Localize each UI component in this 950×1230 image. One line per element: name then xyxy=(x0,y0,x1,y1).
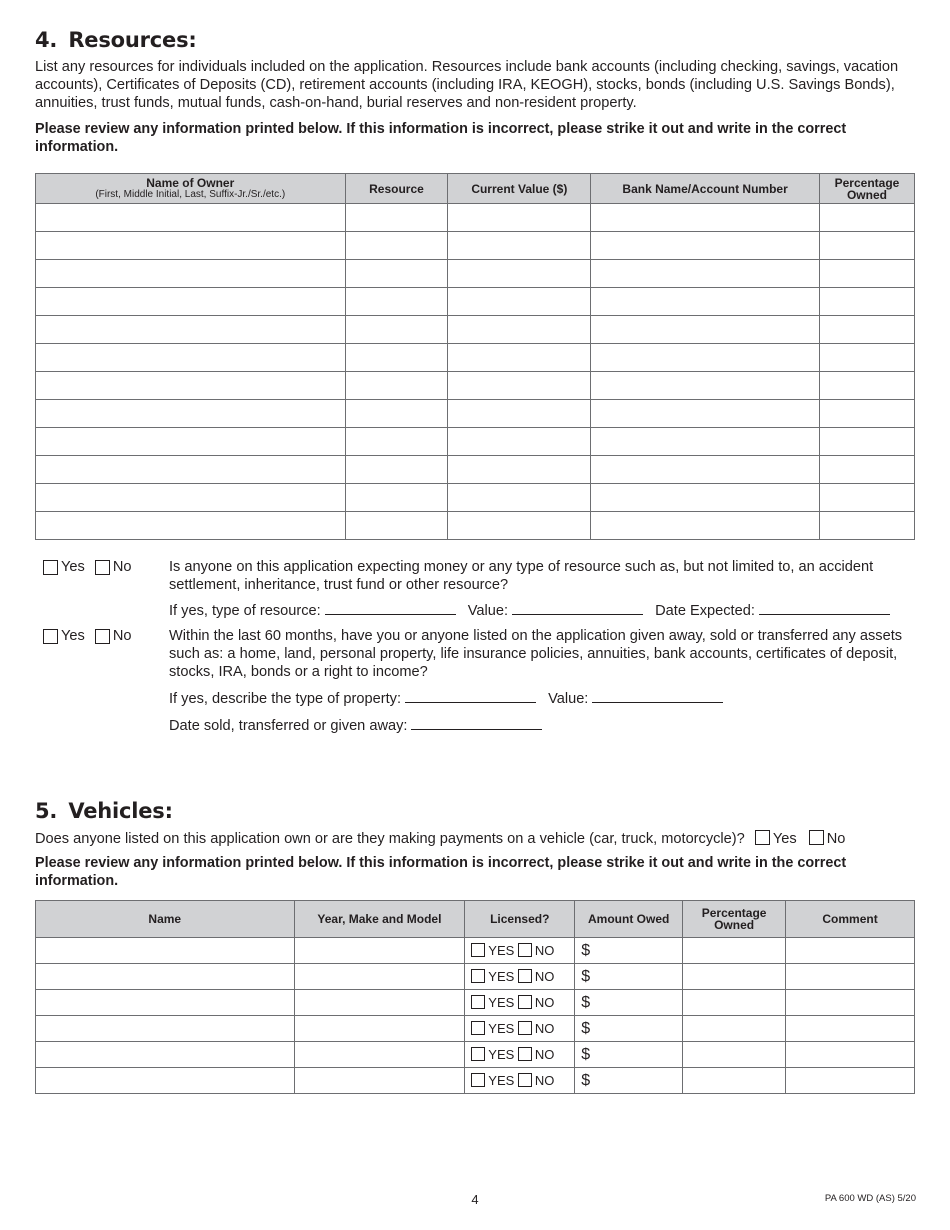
expecting-money-yes-label: Yes xyxy=(61,559,85,575)
vehicles-table-row xyxy=(36,990,915,1016)
header-comment: Comment xyxy=(786,901,915,938)
resources-cell-resource[interactable] xyxy=(345,456,448,484)
vehicle-cell-comment[interactable] xyxy=(786,1016,915,1042)
header-current-value: Current Value ($) xyxy=(448,174,591,204)
vehicles-heading xyxy=(35,799,915,823)
resources-cell-owner-name[interactable] xyxy=(36,400,346,428)
header-vehicle-percentage-owned: Percentage Owned xyxy=(683,901,786,938)
expecting-money-yes-checkbox[interactable] xyxy=(43,560,58,575)
resources-cell-bank-account[interactable] xyxy=(591,372,820,400)
vehicles-question-text: Does anyone listed on this application own or are they making payments on a vehicle (car, truck, motorcycle)? xyxy=(35,831,745,847)
question-transferred-assets xyxy=(35,627,915,681)
resources-cell-bank-account[interactable] xyxy=(591,260,820,288)
date-expected-field[interactable] xyxy=(759,601,890,615)
date-expected-label: Date Expected: xyxy=(655,603,755,619)
currency-symbol: $ xyxy=(581,967,591,985)
transferred-assets-details xyxy=(169,689,915,708)
resources-table xyxy=(35,173,915,540)
vehicles-no-checkbox[interactable] xyxy=(809,830,824,845)
header-name-of-owner-sub: (First, Middle Initial, Last, Suffix-Jr./Sr./etc.) xyxy=(95,189,286,200)
resources-cell-percentage-owned[interactable] xyxy=(819,260,914,288)
transferred-assets-yes-label: Yes xyxy=(61,628,85,644)
resources-table-row xyxy=(36,400,915,428)
resources-cell-bank-account[interactable] xyxy=(591,232,820,260)
vehicles-table-row xyxy=(36,1016,915,1042)
resources-cell-percentage-owned[interactable] xyxy=(819,204,914,232)
resources-table-row xyxy=(36,344,915,372)
vehicle-cell-licensed xyxy=(465,938,575,964)
licensed-yes-label: YES xyxy=(488,1047,515,1062)
resources-cell-current-value[interactable] xyxy=(448,428,591,456)
resources-table-row xyxy=(36,260,915,288)
licensed-no-checkbox[interactable] xyxy=(518,1047,532,1061)
resources-cell-owner-name[interactable] xyxy=(36,428,346,456)
resources-cell-owner-name[interactable] xyxy=(36,372,346,400)
resources-cell-resource[interactable] xyxy=(345,204,448,232)
resources-cell-current-value[interactable] xyxy=(448,204,591,232)
resources-cell-percentage-owned[interactable] xyxy=(819,288,914,316)
resources-table-row xyxy=(36,372,915,400)
resources-table-row xyxy=(36,456,915,484)
licensed-yes-checkbox[interactable] xyxy=(471,1073,485,1087)
vehicles-table xyxy=(35,900,915,1094)
expecting-money-text: Is anyone on this application expecting money or any type of resource such as, but not limited to, an accident settlement, inheritance, trust fund or other resource? xyxy=(169,559,874,593)
resources-cell-current-value[interactable] xyxy=(448,288,591,316)
vehicles-table-row xyxy=(36,938,915,964)
type-of-resource-label: If yes, type of resource: xyxy=(169,603,321,619)
resources-cell-current-value[interactable] xyxy=(448,484,591,512)
resources-table-row xyxy=(36,204,915,232)
vehicles-yes-checkbox[interactable] xyxy=(755,830,770,845)
transferred-assets-text: Within the last 60 months, have you or anyone listed on the application given away, sold or transferred any assets such as: a home, land, personal property, life insurance policies, annuities, bank accounts, certificates of deposit, stocks, IRA, bonds or a right to income? xyxy=(169,628,903,680)
resources-cell-resource[interactable] xyxy=(345,428,448,456)
resources-cell-resource[interactable] xyxy=(345,344,448,372)
header-resource: Resource xyxy=(345,174,448,204)
vehicle-cell-name[interactable] xyxy=(36,1016,295,1042)
resources-header-row xyxy=(36,174,915,204)
licensed-no-label: NO xyxy=(534,943,555,958)
resources-title: Resources: xyxy=(68,28,197,52)
vehicles-section-number: 5. xyxy=(35,799,58,823)
resources-cell-percentage-owned[interactable] xyxy=(819,232,914,260)
resources-cell-resource[interactable] xyxy=(345,372,448,400)
currency-symbol: $ xyxy=(581,941,591,959)
question-expecting-money xyxy=(35,558,915,594)
vehicle-cell-amount-owed[interactable] xyxy=(575,1042,683,1068)
resources-cell-bank-account[interactable] xyxy=(591,204,820,232)
expecting-money-details xyxy=(169,601,915,620)
resources-cell-owner-name[interactable] xyxy=(36,344,346,372)
date-transferred-label: Date sold, transferred or given away: xyxy=(169,718,408,734)
licensed-no-checkbox[interactable] xyxy=(518,1073,532,1087)
resources-cell-bank-account[interactable] xyxy=(591,484,820,512)
resources-cell-percentage-owned[interactable] xyxy=(819,484,914,512)
header-licensed: Licensed? xyxy=(465,901,575,938)
vehicles-question xyxy=(35,830,915,848)
vehicle-cell-percentage-owned[interactable] xyxy=(683,1016,786,1042)
vehicle-cell-percentage-owned[interactable] xyxy=(683,990,786,1016)
vehicle-cell-amount-owed[interactable] xyxy=(575,938,683,964)
vehicle-cell-percentage-owned[interactable] xyxy=(683,938,786,964)
resources-cell-owner-name[interactable] xyxy=(36,484,346,512)
header-amount-owed: Amount Owed xyxy=(575,901,683,938)
describe-property-field[interactable] xyxy=(405,689,536,703)
vehicle-cell-percentage-owned[interactable] xyxy=(683,964,786,990)
resources-cell-bank-account[interactable] xyxy=(591,288,820,316)
resources-cell-resource[interactable] xyxy=(345,260,448,288)
vehicle-cell-comment[interactable] xyxy=(786,990,915,1016)
resources-cell-owner-name[interactable] xyxy=(36,260,346,288)
vehicle-cell-licensed xyxy=(465,964,575,990)
vehicle-cell-comment[interactable] xyxy=(786,1068,915,1094)
vehicle-cell-percentage-owned[interactable] xyxy=(683,1042,786,1068)
resources-cell-bank-account[interactable] xyxy=(591,400,820,428)
vehicle-cell-amount-owed[interactable] xyxy=(575,964,683,990)
resources-table-row xyxy=(36,484,915,512)
date-transferred-field[interactable] xyxy=(411,716,542,730)
resources-table-row xyxy=(36,288,915,316)
resources-table-row xyxy=(36,232,915,260)
vehicle-cell-licensed xyxy=(465,1016,575,1042)
resources-cell-current-value[interactable] xyxy=(448,400,591,428)
header-percentage-owned: Percentage Owned xyxy=(819,174,914,204)
licensed-yes-label: YES xyxy=(488,1073,515,1088)
licensed-no-label: NO xyxy=(534,1021,555,1036)
resources-cell-percentage-owned[interactable] xyxy=(819,456,914,484)
transfer-date-row xyxy=(169,716,915,735)
resources-table-row xyxy=(36,428,915,456)
property-value-field[interactable] xyxy=(592,689,723,703)
licensed-yes-label: YES xyxy=(488,1021,515,1036)
licensed-yes-checkbox[interactable] xyxy=(471,969,485,983)
resources-cell-resource[interactable] xyxy=(345,232,448,260)
licensed-no-label: NO xyxy=(534,969,555,984)
resources-intro: List any resources for individuals included on the application. Resources include bank accounts (including checking, savings, vacation accounts), Certificates of Deposits (CD), retirement accounts (including IRA, KEOGH), stocks, bonds (including U.S. Savings Bonds), annuities, trust funds, mutual funds, cash-on-hand, burial reserves and non-resident property. xyxy=(35,59,899,111)
vehicles-table-row xyxy=(36,1042,915,1068)
vehicle-cell-name[interactable] xyxy=(36,964,295,990)
vehicle-cell-name[interactable] xyxy=(36,990,295,1016)
currency-symbol: $ xyxy=(581,1019,591,1037)
vehicle-cell-model[interactable] xyxy=(294,938,465,964)
header-name-of-owner xyxy=(36,174,346,204)
currency-symbol: $ xyxy=(581,1045,591,1063)
form-page xyxy=(35,28,915,1094)
licensed-no-checkbox[interactable] xyxy=(518,943,532,957)
transferred-assets-yes-checkbox[interactable] xyxy=(43,629,58,644)
resources-table-row xyxy=(36,316,915,344)
licensed-no-checkbox[interactable] xyxy=(518,1021,532,1035)
vehicle-cell-model[interactable] xyxy=(294,964,465,990)
expecting-money-no-checkbox[interactable] xyxy=(95,560,110,575)
resources-cell-owner-name[interactable] xyxy=(36,512,346,540)
vehicle-cell-model[interactable] xyxy=(294,1016,465,1042)
header-vehicle-name: Name xyxy=(36,901,295,938)
resources-cell-owner-name[interactable] xyxy=(36,204,346,232)
resources-cell-percentage-owned[interactable] xyxy=(819,316,914,344)
resources-cell-current-value[interactable] xyxy=(448,232,591,260)
property-value-label: Value: xyxy=(548,691,589,707)
expected-value-label: Value: xyxy=(467,603,509,619)
page-number: 4 xyxy=(471,1192,479,1207)
vehicle-cell-name[interactable] xyxy=(36,1042,295,1068)
transferred-assets-no-checkbox[interactable] xyxy=(95,629,110,644)
licensed-no-checkbox[interactable] xyxy=(518,995,532,1009)
resources-cell-percentage-owned[interactable] xyxy=(819,372,914,400)
vehicle-cell-amount-owed[interactable] xyxy=(575,1068,683,1094)
licensed-no-label: NO xyxy=(534,1073,555,1088)
vehicles-header-row xyxy=(36,901,915,938)
resources-section-number: 4. xyxy=(35,28,58,52)
describe-property-label: If yes, describe the type of property: xyxy=(169,691,401,707)
type-of-resource-field[interactable] xyxy=(325,601,456,615)
vehicle-cell-licensed xyxy=(465,990,575,1016)
licensed-yes-label: YES xyxy=(488,943,515,958)
vehicle-cell-name[interactable] xyxy=(36,938,295,964)
resources-cell-resource[interactable] xyxy=(345,484,448,512)
vehicle-cell-model[interactable] xyxy=(294,990,465,1016)
resources-cell-percentage-owned[interactable] xyxy=(819,512,914,540)
vehicle-cell-name[interactable] xyxy=(36,1068,295,1094)
expected-value-field[interactable] xyxy=(512,601,643,615)
resources-cell-current-value[interactable] xyxy=(448,512,591,540)
vehicle-cell-comment[interactable] xyxy=(786,1042,915,1068)
expecting-money-no-label: No xyxy=(112,559,132,575)
header-year-make-model: Year, Make and Model xyxy=(294,901,465,938)
resources-cell-resource[interactable] xyxy=(345,400,448,428)
currency-symbol: $ xyxy=(581,993,591,1011)
resources-cell-owner-name[interactable] xyxy=(36,316,346,344)
licensed-yes-label: YES xyxy=(488,969,515,984)
header-bank-account: Bank Name/Account Number xyxy=(591,174,820,204)
vehicles-yes-label: Yes xyxy=(772,831,797,847)
currency-symbol: $ xyxy=(581,1071,591,1089)
vehicle-cell-comment[interactable] xyxy=(786,938,915,964)
vehicle-cell-comment[interactable] xyxy=(786,964,915,990)
vehicles-table-row xyxy=(36,1068,915,1094)
transferred-assets-no-label: No xyxy=(112,628,132,644)
resources-cell-resource[interactable] xyxy=(345,316,448,344)
resources-cell-current-value[interactable] xyxy=(448,316,591,344)
licensed-no-label: NO xyxy=(534,995,555,1010)
resources-cell-percentage-owned[interactable] xyxy=(819,428,914,456)
resources-cell-owner-name[interactable] xyxy=(36,456,346,484)
resources-cell-percentage-owned[interactable] xyxy=(819,344,914,372)
vehicle-cell-amount-owed[interactable] xyxy=(575,990,683,1016)
form-code: PA 600 WD (AS) 5/20 xyxy=(824,1193,916,1204)
vehicles-table-row xyxy=(36,964,915,990)
resources-heading xyxy=(35,28,915,52)
licensed-yes-checkbox[interactable] xyxy=(471,943,485,957)
licensed-yes-checkbox[interactable] xyxy=(471,1021,485,1035)
vehicles-title: Vehicles: xyxy=(68,799,173,823)
licensed-yes-checkbox[interactable] xyxy=(471,1047,485,1061)
licensed-no-label: NO xyxy=(534,1047,555,1062)
resources-table-row xyxy=(36,512,915,540)
resources-cell-resource[interactable] xyxy=(345,288,448,316)
resources-cell-current-value[interactable] xyxy=(448,260,591,288)
vehicle-cell-percentage-owned[interactable] xyxy=(683,1068,786,1094)
resources-cell-bank-account[interactable] xyxy=(591,456,820,484)
vehicle-cell-licensed xyxy=(465,1068,575,1094)
resources-notice: Please review any information printed below. If this information is incorrect, please strike it out and write in the correct information. xyxy=(35,121,847,155)
vehicle-cell-amount-owed[interactable] xyxy=(575,1016,683,1042)
expecting-money-choice xyxy=(43,558,131,576)
licensed-yes-checkbox[interactable] xyxy=(471,995,485,1009)
resources-cell-bank-account[interactable] xyxy=(591,344,820,372)
vehicles-notice: Please review any information printed below. If this information is incorrect, please strike it out and write in the correct information. xyxy=(35,855,847,889)
resources-cell-current-value[interactable] xyxy=(448,456,591,484)
vehicle-cell-licensed xyxy=(465,1042,575,1068)
vehicle-cell-model[interactable] xyxy=(294,1042,465,1068)
licensed-no-checkbox[interactable] xyxy=(518,969,532,983)
vehicle-cell-model[interactable] xyxy=(294,1068,465,1094)
vehicles-no-label: No xyxy=(826,831,846,847)
transferred-assets-choice xyxy=(43,627,131,645)
resources-cell-percentage-owned[interactable] xyxy=(819,400,914,428)
resources-cell-current-value[interactable] xyxy=(448,372,591,400)
resources-cell-owner-name[interactable] xyxy=(36,288,346,316)
resources-cell-owner-name[interactable] xyxy=(36,232,346,260)
resources-cell-bank-account[interactable] xyxy=(591,512,820,540)
resources-cell-bank-account[interactable] xyxy=(591,428,820,456)
resources-cell-current-value[interactable] xyxy=(448,344,591,372)
licensed-yes-label: YES xyxy=(488,995,515,1010)
resources-cell-resource[interactable] xyxy=(345,512,448,540)
header-name-of-owner-label: Name of Owner xyxy=(146,176,235,190)
resources-cell-bank-account[interactable] xyxy=(591,316,820,344)
